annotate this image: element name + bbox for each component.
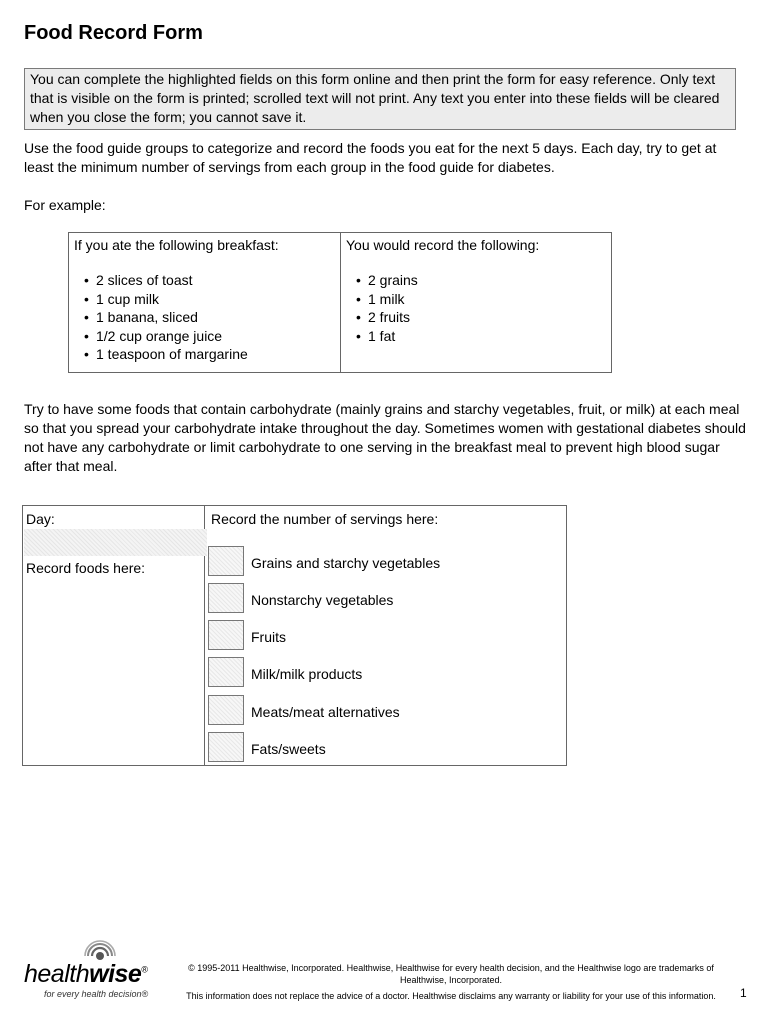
online-form-notice: You can complete the highlighted fields on this form online and then print the form for easy reference. Only text that is visible on the form is printed; scrolled text will not print. Any text you enter into these fields will be cleared when you close the form; you cannot save it.	[24, 68, 736, 130]
fats-sweets-label: Fats/sweets	[251, 741, 326, 757]
list-item: • 2 slices of toast	[84, 271, 335, 290]
intro-paragraph: Use the food guide groups to categorize and record the foods you eat for the next 5 days. Each day, try to get at least the minimum number of servings from each group in the food guide for diabetes.	[24, 140, 717, 175]
list-item: • 2 fruits	[356, 308, 606, 327]
list-item: • 1/2 cup orange juice	[84, 327, 335, 346]
list-item: • 2 grains	[356, 271, 606, 290]
footer-copyright: © 1995-2011 Healthwise, Incorporated. Healthwise, Healthwise for every health decision, and the Healthwise logo are trademarks of Healthwise, Incorporated.	[188, 963, 714, 985]
logo-word-light: health	[24, 960, 90, 988]
page-title: Food Record Form	[24, 22, 203, 44]
meats-label: Meats/meat alternatives	[251, 704, 400, 720]
logo-registered-mark: ®	[141, 964, 148, 975]
example-table	[68, 232, 612, 373]
example-right-header: You would record the following:	[346, 237, 540, 253]
day-label: Day:	[26, 511, 55, 527]
list-item: • 1 cup milk	[84, 290, 335, 309]
healthwise-wordmark	[24, 960, 147, 989]
fats-sweets-servings-field[interactable]	[208, 732, 244, 762]
example-left-header: If you ate the following breakfast:	[74, 237, 279, 253]
example-record-column	[341, 233, 611, 372]
grains-servings-field[interactable]	[208, 546, 244, 576]
example-record-list	[346, 271, 606, 345]
healthwise-logo	[22, 940, 162, 1004]
carbohydrate-paragraph: Try to have some foods that contain carbohydrate (mainly grains and starchy vegetables, fruit, or milk) at each meal so that you spread your carbohydrate intake throughout the day. Sometimes women with gestational diabetes should not have any carbohydrate or limit carbohydrate to one serving in the breakfast meal to prevent high blood sugar after that meal.	[24, 401, 746, 474]
nonstarchy-vegetables-servings-field[interactable]	[208, 583, 244, 613]
milk-label: Milk/milk products	[251, 666, 363, 682]
example-breakfast-column	[69, 233, 341, 372]
food-record-table	[22, 505, 567, 766]
record-foods-label: Record foods here:	[26, 560, 146, 576]
example-breakfast-list	[74, 271, 335, 364]
servings-header: Record the number of servings here:	[211, 511, 439, 527]
list-item: • 1 milk	[356, 290, 606, 309]
footer-disclaimer: This information does not replace the advice of a doctor. Healthwise disclaims any warranty or liability for your use of this information.	[186, 991, 716, 1001]
nonstarchy-vegetables-label: Nonstarchy vegetables	[251, 592, 394, 608]
logo-tagline: for every health decision®	[44, 989, 149, 999]
page-number: 1	[740, 986, 747, 1000]
example-label: For example:	[24, 197, 106, 213]
grains-label: Grains and starchy vegetables	[251, 555, 441, 571]
fruits-servings-field[interactable]	[208, 620, 244, 650]
list-item: • 1 teaspoon of margarine	[84, 345, 335, 364]
list-item: • 1 fat	[356, 327, 606, 346]
logo-word-bold: wise	[89, 960, 142, 988]
meats-servings-field[interactable]	[208, 695, 244, 725]
fruits-label: Fruits	[251, 629, 286, 645]
day-field[interactable]	[24, 529, 207, 556]
list-item: • 1 banana, sliced	[84, 308, 335, 327]
milk-servings-field[interactable]	[208, 657, 244, 687]
